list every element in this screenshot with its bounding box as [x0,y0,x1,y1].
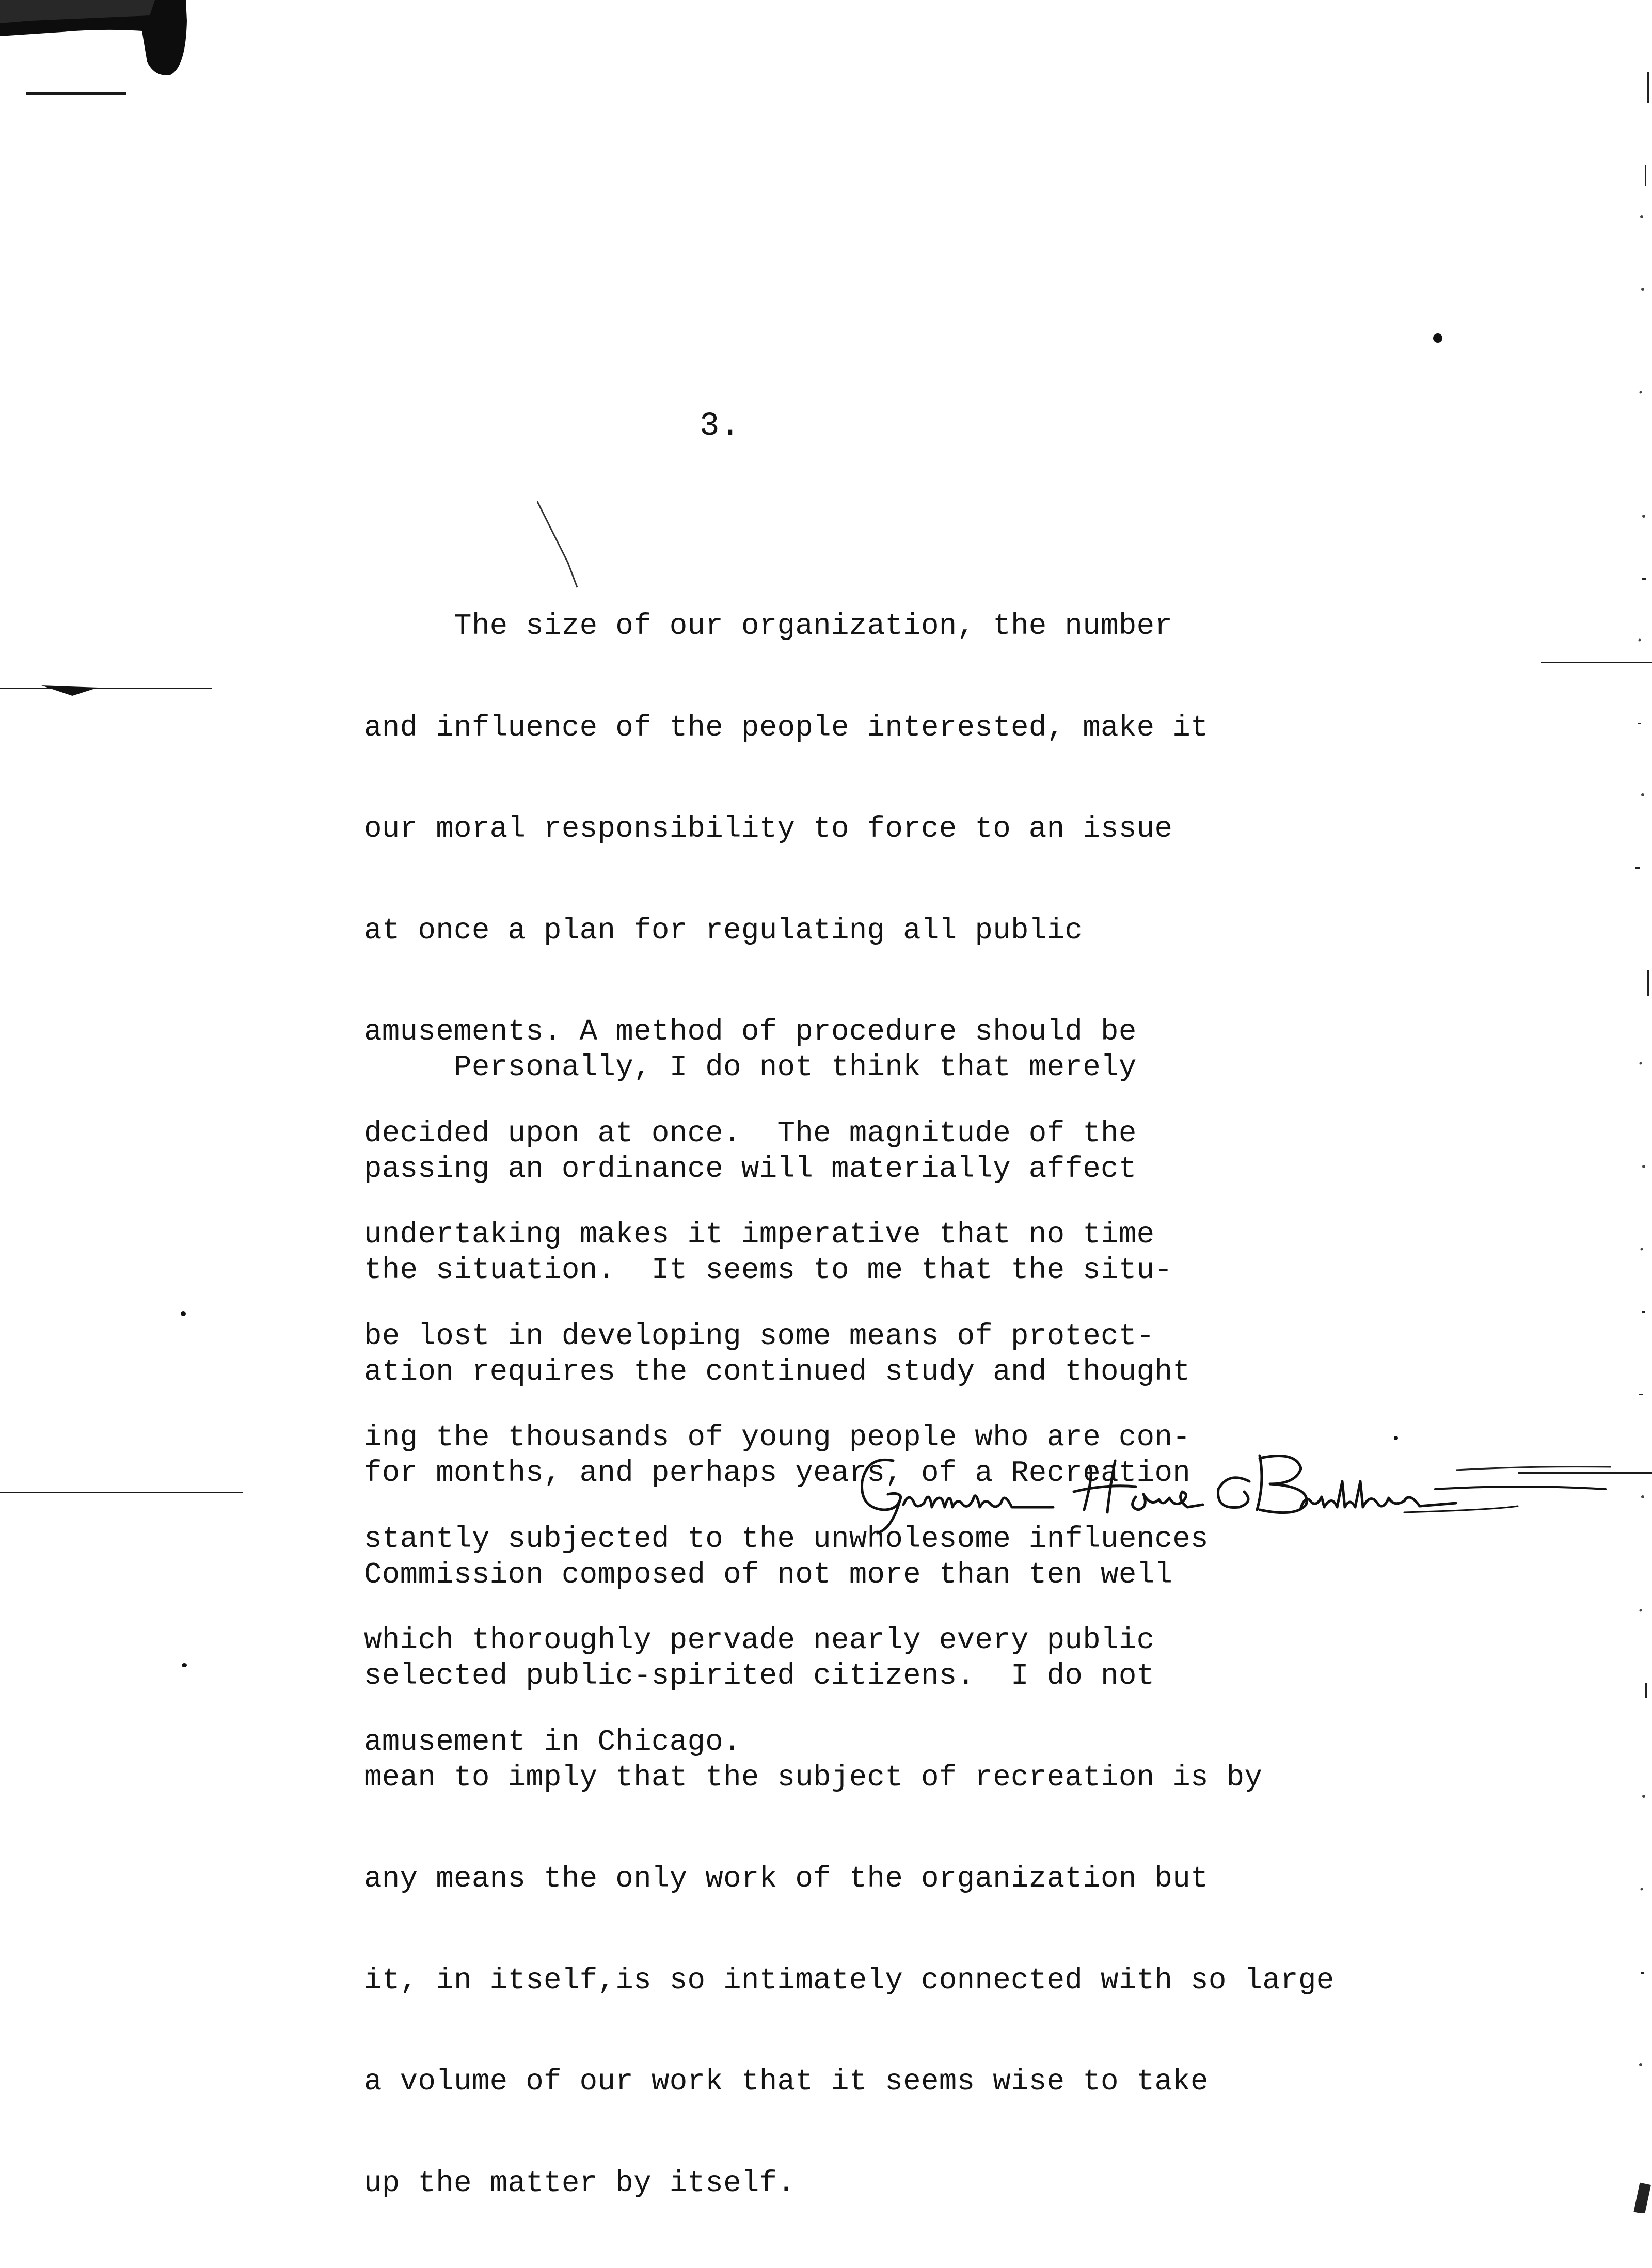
text-line: stantly subjected to the unwholesome influences [364,1522,1209,1556]
text-line: any means the only work of the organization but [364,1862,1209,1896]
scan-arrow-mark [41,680,98,701]
text-line: and influence of the people interested, make it [364,711,1209,745]
scan-speck [1433,333,1442,343]
text-line: ation requires the continued study and thought [364,1355,1191,1389]
text-line: mean to imply that the subject of recreation is by [364,1761,1263,1795]
paragraph-2 [364,983,1448,2268]
text-line: decided upon at once. The magnitude of the [364,1116,1137,1151]
page-number: 3. [700,408,741,445]
scan-mark-left-lower [0,1492,243,1493]
text-line: Personally, I do not think that merely [364,1051,1137,1084]
text-line: at once a plan for regulating all public [364,914,1083,948]
text-line: amusement in Chicago. [364,1725,741,1759]
text-line: amusements. A method of procedure should be [364,1015,1137,1049]
text-line: it, in itself,is so intimately connected with so large [364,1963,1335,1998]
scan-mark-right-upper [1541,662,1652,663]
text-line: for months, and perhaps years, of a Recreation [364,1457,1191,1490]
text-line: the situation. It seems to me that the situ- [364,1254,1173,1287]
text-line: be lost in developing some means of protect- [364,1319,1155,1353]
text-line: ing the thousands of young people who are con- [364,1421,1191,1455]
text-line: our moral responsibility to force to an issue [364,812,1173,846]
scan-mark-left-upper [0,688,212,689]
text-line: passing an ordinance will materially affect [364,1152,1137,1186]
text-line: which thoroughly pervade nearly every public [364,1624,1155,1657]
text-line: up the matter by itself. [364,2166,796,2200]
scan-mark-top-left [26,92,126,95]
scan-speck [182,1663,187,1667]
handwritten-signature [847,1440,1611,1538]
scan-right-edge [1611,0,1652,2213]
text-line: a volume of our work that it seems wise to take [364,2065,1209,2099]
text-line: selected public-spirited citizens. I do not [364,1659,1155,1693]
text-line: Commission composed of not more than ten well [364,1558,1173,1592]
text-line: undertaking makes it imperative that no time [364,1218,1155,1252]
scan-corner-blot [0,0,191,77]
text-line: The size of our organization, the number [364,610,1173,643]
scan-speck [181,1311,186,1316]
